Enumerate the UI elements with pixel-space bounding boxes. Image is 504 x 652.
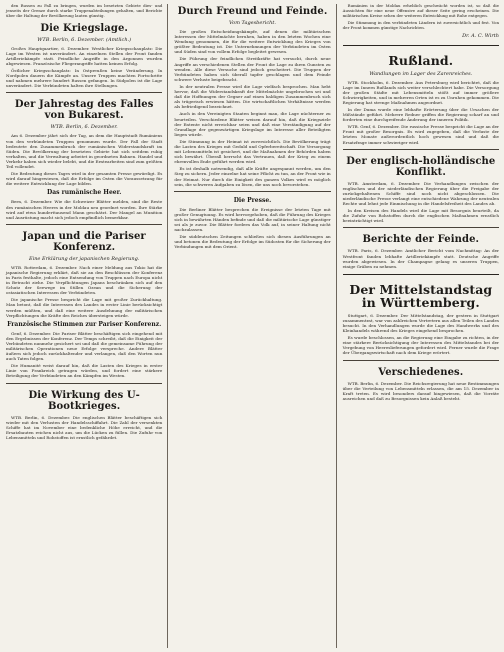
- paragraph: Großes Hauptquartier, 6. Dezember. Westlicher Kriegsschauplatz: Die Lage im Westen ist unverändert. An einzelnen Stellen der Front fanden Artilleriekämpfe statt. Feindliche Angriffe in den Argonnen wurden abgewiesen. Französische Fliegerangriffe hatten keinen Erfolg.: [6, 45, 163, 66]
- paragraph: Die Humanité weist darauf hin, daß die Lasten des Krieges in erster Linie von Frankreich getragen würden, und fordert eine stärkere Beteiligung der Verbündeten an den Kämpfen im Westen.: [6, 363, 163, 379]
- paragraph: Die großen Entscheidungskämpfe, auf denen die militärischen Interessen der Mittelmächte beruhen, haben in den letzten Wochen eine Wendung genommen, die für die weitere Entwicklung des Krieges von größter Bedeutung ist. Die Unternehmungen der Verbündeten im Osten und Süden sind von vollem Erfolge begleitet gewesen.: [174, 29, 331, 55]
- paragraph: WTB. Genf, 6. Dezember. Die russische Presse bespricht die Lage an der Front mit großer Besorgnis. Es wird zugegeben, daß die Verluste der letzten Monate außerordentlich hoch gewesen sind und daß die Ersatzfrage immer schwieriger wird.: [342, 124, 499, 145]
- paragraph: Stuttgart, 6. Dezember. Der Mittelstandstag, der gestern in Stuttgart zusammentrat, war von zahlreichen Vertretern aus allen Teilen des Landes besucht. In den Verhandlungen wurde die Lage des Handwerks und des Kleinhandels während des Krieges eingehend besprochen.: [342, 312, 499, 334]
- paragraph: Die Führung der feindlichen Streitkräfte hat versucht, durch neue Angriffe an verschiedenen Stellen der Front die Lage zu ihren Gunsten zu wenden. Alle diese Versuche sind jedoch gescheitert. Die Truppen der Verbündeten haben sich überall tapfer geschlagen und dem Feinde schwere Verluste beigebracht.: [174, 56, 331, 82]
- article-intro: Rumänien in der Moldau erheblich geschwächt worden ist, so daß die Aussichten für eine neue Offensive auf dieser Seite gering erscheinen. Die militärischen Kreise sehen der weiteren Entwicklung mit Ruhe entgegen.: [342, 3, 499, 18]
- headline-wirkung: Die Wirkung des U-Bootkrieges.: [28, 389, 140, 412]
- paragraph: WTB. Amsterdam, 6. Dezember. Die Verhandlungen zwischen der englischen und der niederländischen Regierung über die Freigabe der zurückgehaltenen Schiffe sind noch nicht abgeschlossen. Die niederländische Presse verlangt eine entschiedene Wahrung der neutralen Rechte und lehnt jede Einmischung in die Handelsfreiheit des Landes ab.: [342, 180, 499, 207]
- headline-kriegslage: Die Kriegslage.: [40, 22, 128, 34]
- article-intro: den Russen zu Fall zu bringen, wurden im besetzten Gebiete dies- und jenseits der Grenze durch starke Truppenabteilungen gehalten, und Berichte über die Haltung der Bevölkerung lauten günstig.: [6, 3, 163, 18]
- headline-berichte: Berichte der Feinde.: [362, 234, 480, 246]
- paragraph: WTB. Paris, 6. Dezember. Amtlicher Bericht vom Nachmittag: An der Westfront fanden lebhafte Artilleriekämpfe statt. Deutsche Angriffe wurden abgewiesen. In der Champagne gelang es unseren Truppen, einige Gräben zu nehmen.: [342, 248, 499, 269]
- column-middle: [174, 4, 336, 648]
- headline-rumaen: Das rumänische Heer.: [47, 189, 122, 197]
- paragraph: WTB. Rotterdam, 6. Dezember. Nach einer Meldung aus Tokio hat die japanische Regierung erklärt, daß sie an den Beschlüssen der Konferenz in Paris festhalte, jedoch eine Entsendung von Truppen nach Europa nicht in Betracht ziehe. Die Verpflichtungen Japans beschränken sich auf den Schutz der Seewege im Stillen Ozean und die Sicherung der ostasiatischen Interessen der Verbündeten.: [6, 264, 163, 296]
- divider: [343, 227, 499, 228]
- divider: [343, 149, 499, 150]
- paragraph: Auch in den Vereinigten Staaten beginnt man, die Lage nüchterner zu beurteilen. Verschiedene Blätter weisen darauf hin, daß die Kriegsziele der Entente nicht erreichbar seien und daß eine Verständigung auf der Grundlage der gegenwärtigen Kriegslage im Interesse aller Beteiligten liegen würde.: [174, 111, 331, 137]
- divider: [6, 383, 162, 384]
- paragraph: WTB. Stockholm, 6. Dezember. Aus Petersburg wird berichtet, daß die Lage im Innern Rußlands sich weiter verschlechtert habe. Die Versorgung der großen Städte mit Lebensmitteln stößt auf immer größere Schwierigkeiten, und in mehreren Orten ist es zu Unruhen gekommen. Die Regierung hat strenge Maßnahmen angeordnet.: [342, 79, 499, 105]
- divider: [343, 360, 499, 361]
- column-left: [6, 4, 168, 648]
- subhead-russland: Wandlungen im Lager des Zarenreiches.: [369, 70, 473, 77]
- headline-wuerttemberg: Der Mittelstandstag in Württemberg.: [349, 281, 493, 310]
- divider: [174, 191, 330, 192]
- paragraph: Es wurde beschlossen, an die Regierung eine Eingabe zu richten, in der eine stärkere Berücksichtigung der Interessen des Mittelstandes bei der Vergebung von Heereslieferungen gefordert wird. Ferner wurde die Frage der Übergangswirtschaft nach dem Kriege erörtert.: [342, 335, 499, 356]
- signature: Dr. A. C. Wirth: [462, 32, 499, 39]
- paragraph: Die süddeutschen Zeitungen schließen sich diesen Ausführungen an und betonen die Bedeutung der Erfolge im Südosten für die Sicherung der Verbindungen mit dem Orient.: [174, 234, 331, 250]
- paragraph: Die Berliner Blätter besprechen die Ereignisse der letzten Tage mit großer Genugtuung. Es wird hervorgehoben, daß die Führung des Krieges sich in bewährten Händen befinde und daß die militärische Lage günstiger sei als je zuvor. Die Blätter fordern das Volk auf, in seiner Haltung nicht nachzulassen.: [174, 206, 331, 233]
- paragraph: Östlicher Kriegsschauplatz: In Ostpreußen keine Veränderung. In Nordpolen dauern die Kämpfe an. Unsere Truppen machten Fortschritte und nahmen mehrere hundert Russen gefangen. In Südpolen ist die Lage unverändert. Die Verbündeten halten ihre Stellungen.: [6, 68, 163, 89]
- paragraph: Bern, 6. Dezember. Wie die Schweizer Blätter melden, sind die Reste des rumänischen Heeres in der Moldau neu geordnet worden. Ihre Stärke wird auf etwa hunderttausend Mann geschätzt. Der Mangel an Munition und Ausrüstung macht sich jedoch empfindlich bemerkbar.: [6, 199, 163, 220]
- subhead-bukarest: WTB. Berlin, 6. Dezember.: [50, 124, 118, 131]
- paragraph: Die Stimmung in den verbündeten Ländern ist zuversichtlich und fest. Von der Front kommen günstige Nachrichten.: [342, 19, 499, 30]
- divider: [343, 45, 499, 46]
- headline-verschied: Verschiedenes.: [378, 366, 464, 378]
- paragraph: Die Bedeutung dieses Tages wird in der gesamten Presse gewürdigt. Es wird darauf hingewiesen, daß die Erfolge im Osten die Voraussetzung für die weitere Entwicklung der Lage bilden.: [6, 171, 163, 187]
- headline-franz: Französische Stimmen zur Pariser Konferenz.: [7, 320, 162, 328]
- divider: [343, 274, 499, 275]
- headline-japan: Japan und die Pariser Konferenz.: [22, 230, 146, 253]
- headline-presse: Die Presse.: [233, 196, 272, 204]
- paragraph: Genf, 6. Dezember. Die Pariser Blätter beschäftigen sich eingehend mit den Ergebnissen der Konferenz. Der Temps schreibt, daß die Einigkeit der Verbündeten nunmehr gesichert sei und daß die gemeinsame Führung der militärischen Operationen neue Erfolge verspreche. Andere Blätter äußern sich jedoch zurückhaltender und verlangen, daß den Worten nun auch Taten folgen.: [6, 330, 163, 362]
- headline-bukarest: Der Jahrestag des Falles von Bukarest.: [14, 99, 154, 122]
- paragraph: Am 6. Dezember jährt sich der Tag, an dem die Hauptstadt Rumäniens von den verbündeten Truppen genommen wurde. Der Fall der Stadt bedeutete den Zusammenbruch der rumänischen Widerstandskraft im Süden. Die Bevölkerung der besetzten Gebiete hat sich seitdem ruhig verhalten, und die Verwaltung arbeitet in geordneten Bahnen. Handel und Verkehr haben sich wieder belebt, und die Erntearbeiten sind zum größten Teil vollendet.: [6, 133, 163, 170]
- paragraph: Die Stimmung in der Heimat ist zuversichtlich. Die Bevölkerung trägt die Lasten des Krieges mit Geduld und Opferbereitschaft. Die Versorgung mit Lebensmitteln ist gesichert, und die Maßnahmen der Behörden haben sich bewährt. Überall herrscht das Vertrauen, daß der Krieg zu einem ehrenvollen Ende geführt werden wird.: [174, 138, 331, 165]
- subhead-japan: Eine Erklärung der japanischen Regierung.: [28, 255, 140, 262]
- divider: [6, 224, 162, 225]
- headline-freund: Durch Freund und Feinde.: [177, 6, 328, 17]
- paragraph: Es ist deshalb notwendig, daß alle Kräfte angespannt werden, um den Sieg zu sichern. Jeder einzelne hat seine Pflicht zu tun, an der Front wie in der Heimat. Nur durch die Einigkeit des ganzen Volkes wird es möglich sein, die schweren Aufgaben zu lösen, die uns noch bevorstehen.: [174, 166, 331, 187]
- subhead-freund: Vom Tagesbericht.: [229, 20, 276, 26]
- paragraph: WTB. Berlin, 6. Dezember. Die englischen Blätter beschäftigen sich wieder mit den Verlusten der Handelsschiffahrt. Die Zahl der versenkten Schiffe hat im November eine bedenkliche Höhe erreicht, und die Ersatzbauten reichen nicht aus, um die Lücken zu füllen. Die Zufuhr von Lebensmitteln und Rohstoffen ist ernstlich gefährdet.: [6, 414, 163, 440]
- paragraph: Die japanische Presse bespricht die Lage mit großer Zurückhaltung. Man betont, daß die Interessen des Landes in erster Linie berücksichtigt werden müßten, und daß eine weitere Ausdehnung der militärischen Verpflichtungen die Kräfte des Reiches übersteigen würde.: [6, 297, 163, 318]
- headline-zwist: Der englisch-holländische Konflikt.: [346, 155, 496, 178]
- paragraph: In den Kreisen des Handels wird die Lage mit Besorgnis beurteilt, da die Zufuhr von Rohstoffen durch die englischen Maßnahmen ernstlich beeinträchtigt wird.: [342, 208, 499, 224]
- paragraph: WTB. Berlin, 6. Dezember. Die Reichsregierung hat neue Bestimmungen über die Verteilung von Lebensmitteln erlassen, die am 15. Dezember in Kraft treten. Es wird besonders darauf hingewiesen, daß die Vorräte ausreichen und daß zu Besorgnissen kein Anlaß besteht.: [342, 380, 499, 401]
- paragraph: In der Duma wurde eine lebhafte Erörterung über die Ursachen der Mißstände geführt. Mehrere Redner griffen die Regierung scharf an und forderten eine durchgreifende Änderung der inneren Politik.: [342, 107, 499, 123]
- subhead-kriegslage: WTB. Berlin, 6. Dezember. (Amtlich.): [37, 36, 132, 43]
- column-right: [343, 4, 499, 648]
- divider: [6, 92, 162, 93]
- headline-russland: Rußland.: [388, 52, 454, 68]
- paragraph: In der neutralen Presse wird die Lage vielfach besprochen. Man hebt hervor, daß die Widerstandskraft der Mittelmächte ungebrochen sei und daß die Hoffnungen der Gegner auf einen baldigen Zusammenbruch sich als trügerisch erwiesen hätten. Die wirtschaftlichen Verhältnisse werden als befriedigend bezeichnet.: [174, 83, 331, 110]
